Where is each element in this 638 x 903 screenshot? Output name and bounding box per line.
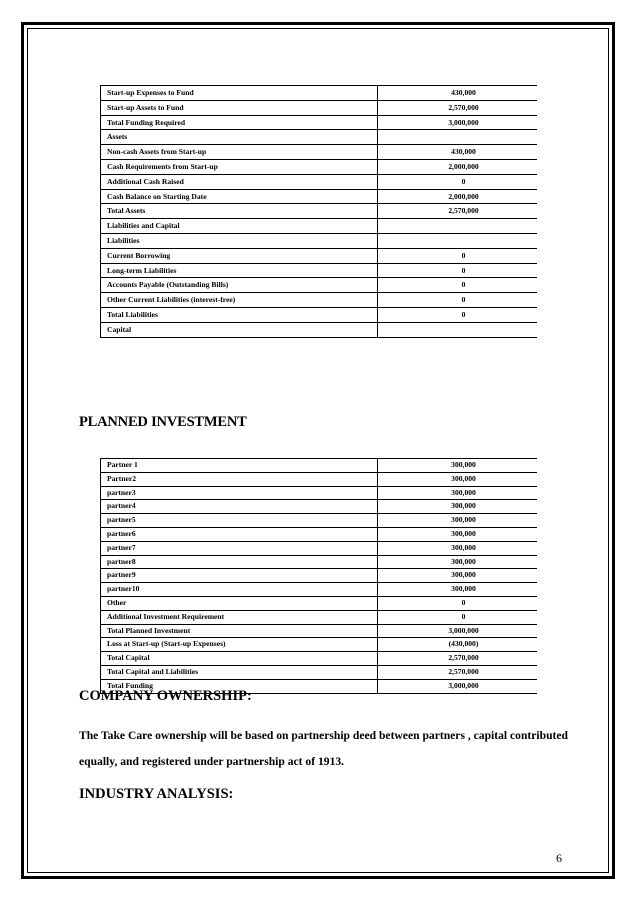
table-row	[101, 204, 538, 219]
startup-funding-rows	[101, 86, 538, 338]
table-row	[101, 278, 538, 293]
row-value: 2,570,000	[378, 652, 538, 666]
table-row	[101, 486, 538, 500]
table-row	[101, 100, 538, 115]
row-label: Liabilities and Capital	[101, 219, 378, 234]
industry-analysis-heading: INDUSTRY ANALYSIS:	[79, 786, 234, 802]
row-value: 2,570,000	[378, 100, 538, 115]
row-value: 300,000	[378, 583, 538, 597]
row-label: Total Liabilities	[101, 307, 378, 322]
row-label: Start-up Expenses to Fund	[101, 86, 378, 101]
row-label: partner6	[101, 527, 378, 541]
planned-investment-table	[100, 458, 537, 694]
row-value: 2,570,000	[378, 204, 538, 219]
company-ownership-heading: COMPANY OWNERSHIP:	[79, 688, 252, 704]
row-label: partner4	[101, 500, 378, 514]
table-row	[101, 189, 538, 204]
row-value: 3,000,000	[378, 679, 538, 693]
row-value: 300,000	[378, 569, 538, 583]
table-row	[101, 174, 538, 189]
table-row	[101, 115, 538, 130]
row-value	[378, 322, 538, 337]
row-label: Additional Investment Requirement	[101, 610, 378, 624]
row-label: Total Assets	[101, 204, 378, 219]
table-row	[101, 130, 538, 145]
row-value: 3,000,000	[378, 624, 538, 638]
table-row	[101, 555, 538, 569]
row-value: 0	[378, 278, 538, 293]
row-label: partner7	[101, 541, 378, 555]
table-row	[101, 624, 538, 638]
row-value: 0	[378, 293, 538, 308]
row-label: Other	[101, 596, 378, 610]
table-row	[101, 263, 538, 278]
row-label: Total Capital and Liabilities	[101, 665, 378, 679]
row-label: Capital	[101, 322, 378, 337]
row-label: partner8	[101, 555, 378, 569]
row-label: partner3	[101, 486, 378, 500]
row-label: Current Borrowing	[101, 248, 378, 263]
row-value: 2,570,000	[378, 665, 538, 679]
row-value: 300,000	[378, 500, 538, 514]
row-label: partner5	[101, 514, 378, 528]
row-value: 430,000	[378, 145, 538, 160]
row-value	[378, 233, 538, 248]
row-value: (430,000)	[378, 638, 538, 652]
row-value: 300,000	[378, 472, 538, 486]
table-row	[101, 527, 538, 541]
row-value: 0	[378, 610, 538, 624]
startup-funding-table	[100, 85, 537, 338]
row-value: 300,000	[378, 527, 538, 541]
row-value: 300,000	[378, 514, 538, 528]
table-row	[101, 514, 538, 528]
row-label: Non-cash Assets from Start-up	[101, 145, 378, 160]
row-value: 430,000	[378, 86, 538, 101]
row-label: Other Current Liabilities (interest-free)	[101, 293, 378, 308]
row-label: Total Planned Investment	[101, 624, 378, 638]
table-row	[101, 583, 538, 597]
page-number: 6	[556, 851, 562, 865]
row-label: Total Funding	[101, 679, 378, 693]
table-row	[101, 541, 538, 555]
row-label: Liabilities	[101, 233, 378, 248]
table-row	[101, 233, 538, 248]
row-label: Cash Balance on Starting Date	[101, 189, 378, 204]
row-value: 2,000,000	[378, 189, 538, 204]
row-value: 300,000	[378, 541, 538, 555]
row-label: Total Capital	[101, 652, 378, 666]
table-row	[101, 665, 538, 679]
table-row	[101, 500, 538, 514]
table-row	[101, 638, 538, 652]
row-value: 300,000	[378, 486, 538, 500]
table-row	[101, 459, 538, 473]
table-row	[101, 652, 538, 666]
row-value: 300,000	[378, 459, 538, 473]
row-value: 2,000,000	[378, 159, 538, 174]
table-row	[101, 596, 538, 610]
table-row	[101, 145, 538, 160]
row-value: 0	[378, 174, 538, 189]
company-ownership-text: The Take Care ownership will be based on partnership deed between partners , capital contributed equally, and registered under partnership act of 1913.	[79, 729, 569, 768]
row-label: partner10	[101, 583, 378, 597]
table-row	[101, 293, 538, 308]
row-value: 0	[378, 596, 538, 610]
row-label: Assets	[101, 130, 378, 145]
planned-investment-heading: PLANNED INVESTMENT	[79, 414, 247, 430]
row-label: Additional Cash Raised	[101, 174, 378, 189]
row-value: 0	[378, 263, 538, 278]
row-label: partner9	[101, 569, 378, 583]
table-row	[101, 472, 538, 486]
row-value: 3,000,000	[378, 115, 538, 130]
row-label: Partner 1	[101, 459, 378, 473]
row-label: Accounts Payable (Outstanding Bills)	[101, 278, 378, 293]
row-value	[378, 219, 538, 234]
row-value: 0	[378, 307, 538, 322]
table-row	[101, 159, 538, 174]
table-row	[101, 322, 538, 337]
row-label: Total Funding Required	[101, 115, 378, 130]
row-label: Cash Requirements from Start-up	[101, 159, 378, 174]
row-label: Long-term Liabilities	[101, 263, 378, 278]
table-row	[101, 569, 538, 583]
row-value	[378, 130, 538, 145]
row-label: Start-up Assets to Fund	[101, 100, 378, 115]
row-value: 0	[378, 248, 538, 263]
row-label: Partner2	[101, 472, 378, 486]
table-row	[101, 86, 538, 101]
row-value: 300,000	[378, 555, 538, 569]
table-row	[101, 219, 538, 234]
row-label: Loss at Start-up (Start-up Expenses)	[101, 638, 378, 652]
table-row	[101, 610, 538, 624]
planned-investment-rows	[101, 459, 538, 694]
table-row	[101, 307, 538, 322]
table-row	[101, 248, 538, 263]
